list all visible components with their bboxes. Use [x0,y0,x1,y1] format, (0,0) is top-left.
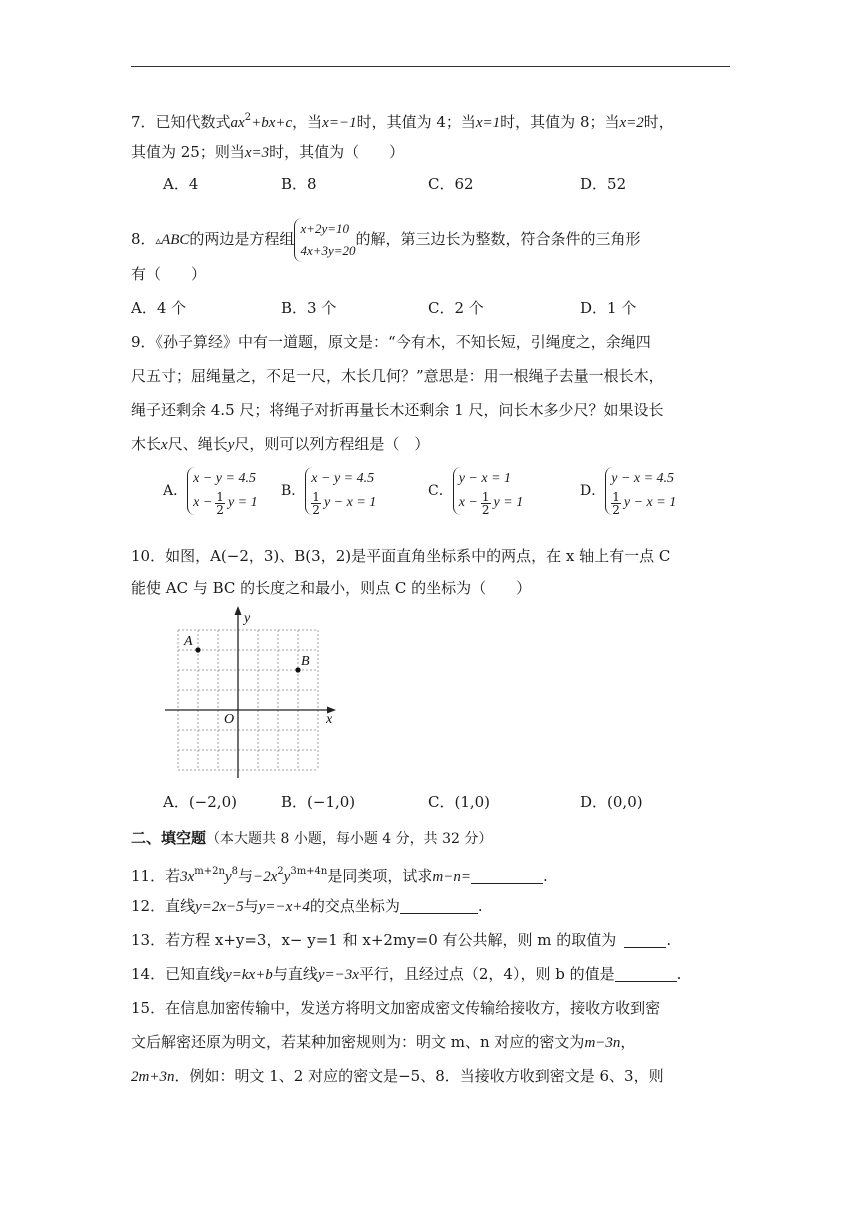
q9-line1: 9．《孙子算经》中有一道题，原文是：“今有木，不知长短，引绳度之，余绳四 [131,333,651,351]
q9-option-d [580,467,676,515]
q7-condition: x=3 [244,145,270,161]
q9-option-a [163,467,258,515]
q15-line3 [131,1066,664,1087]
fraction [481,491,491,516]
q9-text: 尺、绳长 [167,435,228,453]
option-label: A． [163,483,188,499]
q7-text: ，当 [292,113,323,131]
q8-equation-system [294,218,355,262]
q15-text: 文后解密还原为明文，若某种加密规则为：明文 m、n 对应的密文为 [131,1033,585,1051]
q7-text: 时， [643,113,674,131]
q8-option-a: A．4 个 [131,299,187,317]
q8-triangle-name: ABC [161,232,190,248]
coordinate-graph [160,602,345,782]
q8-equation-1: x+2y=10 [300,221,350,236]
q11-answer-blank[interactable] [471,867,543,884]
q7-text: 时，其值为 4；当 [356,113,476,131]
q7-line2 [131,142,404,163]
fraction-numerator: 1 [216,489,224,504]
q10-option-a: A．(−2,0) [163,793,237,811]
q9-text: 木长 [131,435,162,453]
q11-exponent: 8 [231,866,238,877]
equation-row: y − x = 4.5 [611,471,675,486]
q7-option-d: D．52 [580,175,627,193]
q11-term: y [283,869,291,885]
q12-line-equation: y=2x−5 [195,899,244,915]
fraction [311,491,321,516]
q10-option-b: B．(−1,0) [281,793,356,811]
point-a [195,647,200,652]
fraction-denominator: 2 [612,502,620,517]
q12-text: 与 [243,897,259,915]
q11-term: y [224,869,232,885]
q8-text: 的两边是方程组 [189,230,295,248]
q9-option-b [281,467,376,515]
q12-period: . [477,897,483,915]
equation-part: x − [193,495,213,510]
q12-line-equation: y=−x+4 [258,899,310,915]
fraction-denominator: 2 [216,502,224,517]
q14-text: 平行，且经过点（2，4），则 b 的值是 [358,965,615,983]
y-axis-arrow-icon [235,606,242,615]
q9-line4 [131,434,429,455]
q12-text: 的交点坐标为 [309,897,400,915]
fraction [611,491,621,516]
q7-option-c: C．62 [428,175,474,193]
fraction-denominator: 2 [481,502,490,517]
label-y: y [244,611,251,626]
q8-equation-2: 4x+3y=20 [300,243,356,258]
q11-text: 是同类项，试求 [327,867,433,885]
equation-brace [453,467,523,515]
q14-line-equation: y=kx+b [225,967,273,983]
q13-answer-blank[interactable] [624,931,666,948]
q8-option-d: D．1 个 [580,299,637,317]
equation-part: y − x = 1 [623,495,677,510]
q14-line [131,964,681,985]
q7-text: 其值为 25；则当 [131,143,245,161]
q15-text: ．例如：明文 1、2 对应的密文是−5、8．当接收方收到密文是 6、3，则 [174,1067,664,1085]
equation-brace [305,467,376,515]
q14-period: . [676,965,682,983]
q10-line1: 10．如图，A(−2，3)、B(3，2)是平面直角坐标系中的两点，在 x 轴上有一点 C [131,547,671,565]
q9-text: 尺，则可以列方程组是（ ） [234,435,430,453]
q11-text: 11．若 [131,867,181,885]
q7-exponent: 2 [244,112,252,123]
equation-row: x − y = 4.5 [311,471,375,486]
equation-part: y = 1 [227,495,258,510]
q7-expression-rest: +bx+c [251,115,293,131]
q10-option-d: D．(0,0) [580,793,643,811]
q13-line [131,930,671,950]
q9-variable: y [227,437,235,453]
equation-brace [605,467,676,515]
fraction-numerator: 1 [481,489,490,504]
fraction-numerator: 1 [312,489,320,504]
q14-text: 与直线 [272,965,318,983]
q10-option-c: C．(1,0) [428,793,491,811]
label-b: B [301,654,310,669]
q15-cipher-expression: m−3n [584,1035,621,1051]
q8-line1 [131,218,641,262]
point-b [295,667,300,672]
q11-exponent: 3m+4n [290,866,328,877]
q11-exponent: m+2n [194,866,225,877]
q10-line2: 能使 AC 与 BC 的长度之和最小，则点 C 的坐标为（ ） [131,579,532,597]
q7-text: 时，其值为（ ） [269,143,405,161]
q7-option-b: B．8 [281,175,317,193]
q7-condition: x=1 [475,115,501,131]
q9-option-c [428,467,523,515]
q15-line2 [131,1032,635,1053]
q7-line1 [131,108,674,133]
header-rule [131,66,730,67]
equation-row: y − x = 1 [458,471,512,486]
q7-expression: ax [230,115,245,131]
q14-text: 14．已知直线 [131,965,226,983]
option-label: B． [281,483,306,499]
q11-exponent: 2 [277,866,284,877]
q11-period: . [542,867,548,885]
label-origin: O [224,712,235,727]
q14-line-equation: y=−3x [317,967,359,983]
q8-number: 8． [131,230,156,248]
q7-option-a: A．4 [163,175,199,193]
q8-option-c: C．2 个 [428,299,484,317]
q7-condition: x=−1 [322,115,357,131]
q11-term: −2x [253,869,278,885]
option-label: C． [428,483,453,499]
triangle-icon: ▵ [155,234,162,247]
q14-answer-blank[interactable] [615,965,677,982]
q15-line1: 15．在信息加密传输中，发送方将明文加密成密文传输给接收方，接收方收到密 [131,999,661,1017]
label-x: x [326,712,333,727]
q8-line2: 有（ ） [131,265,207,283]
q7-text: 时，其值为 8；当 [500,113,620,131]
section2-header [131,828,492,849]
q12-line [131,896,483,917]
label-a: A [184,634,193,649]
q9-line2: 尺五寸；屈绳量之，不足一尺，木长几何？”意思是：用一根绳子去量一根长木， [131,367,664,385]
q13-period: . [666,931,672,949]
equation-part: y = 1 [493,495,524,510]
equation-part: y − x = 1 [323,495,377,510]
equation-row: x − y = 4.5 [193,471,256,486]
fraction-denominator: 2 [312,502,320,517]
q11-line [131,862,548,887]
section-title: 二、填空题 [131,829,207,847]
q9-line3: 绳子还剩余 4.5 尺；将绳子对折再量长木还剩余 1 尺，问长木多少尺？如果设长 [131,401,664,419]
equation-part: x − [458,495,478,510]
q13-text: 13．若方程 x+y=3，x− y=1 和 x+2my=0 有公共解，则 m 的取值为 [131,931,617,949]
q8-option-b: B．3 个 [281,299,337,317]
q15-text: ， [620,1033,636,1051]
q11-term: 3x [180,869,195,885]
equation-brace [187,467,257,515]
q15-cipher-expression: 2m+3n [131,1069,175,1085]
fraction [215,491,225,516]
section-note: （本大题共 8 小题，每小题 4 分，共 32 分） [206,831,493,847]
q9-variable: x [161,437,168,453]
q12-answer-blank[interactable] [400,897,478,914]
q7-condition: x=2 [619,115,644,131]
q7-text: 7．已知代数式 [131,113,231,131]
q11-text: 与 [237,867,253,885]
option-label: D． [580,483,606,499]
fraction-numerator: 1 [612,489,620,504]
q8-text: 的解，第三边长为整数，符合条件的三角形 [355,230,641,248]
q12-text: 12．直线 [131,897,196,915]
q11-expression: m−n= [432,869,471,885]
